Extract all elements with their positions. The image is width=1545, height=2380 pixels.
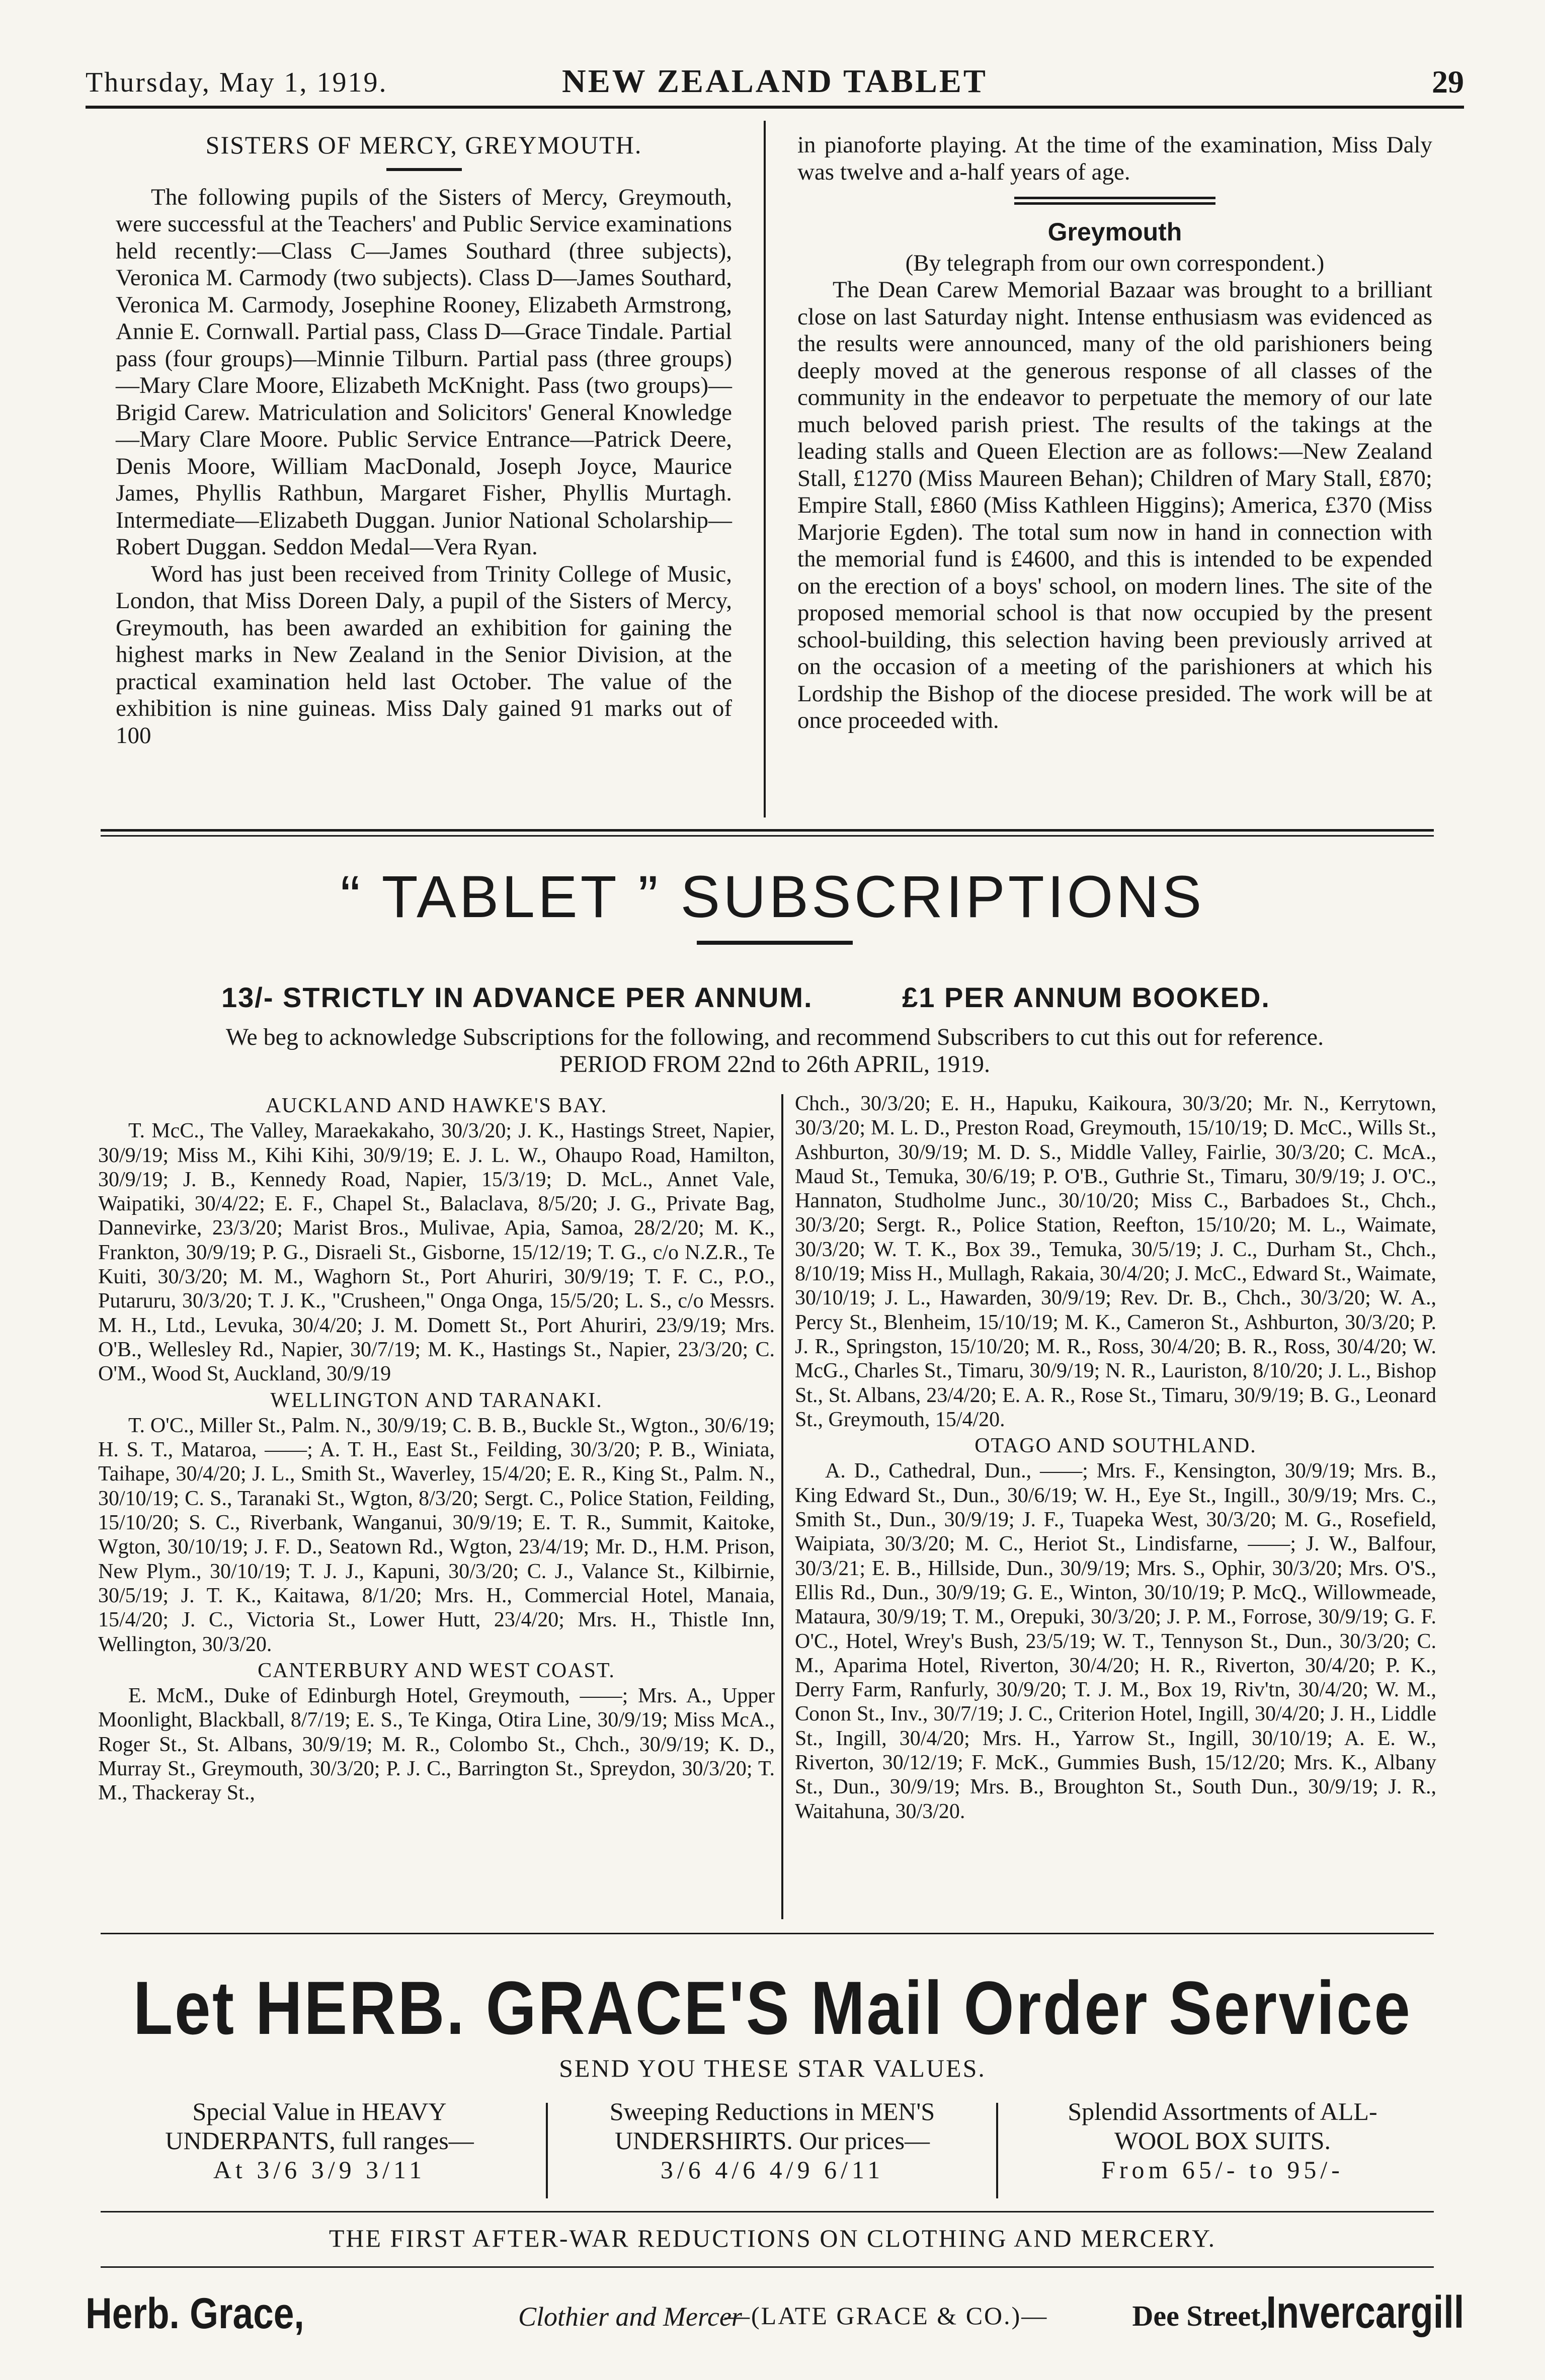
list-canterbury-a: E. McM., Duke of Edinburgh Hotel, Greymouth, ——; Mrs. A., Upper Moonlight, Blackball, 8/7/19; E. S., Te Kinga, Otira Line, 30/9/19; Miss McA., Roger St., St. Albans, 30/9/19; M. R., Colombo St., Chch., 30/9/19; K. D., Murray St., Greymouth, 30/3/20; P. J. C., Barrington St., Spreydon, 30/3/20; T. M., Thackeray St.,: [98, 1684, 775, 1805]
region-auckland: AUCKLAND AND HAWKE'S BAY.: [265, 1094, 608, 1117]
greymouth-heading: Greymouth: [1047, 218, 1182, 246]
box1-line-1: Special Value in HEAVY: [192, 2097, 447, 2125]
advert-subtitle: SEND YOU THESE STAR VALUES.: [559, 2054, 986, 2082]
box1-line-2: UNDERPANTS, full ranges—: [165, 2126, 474, 2155]
footer-late: —(LATE GRACE & CO.)—: [724, 2302, 1048, 2330]
page-number: 29: [1432, 64, 1464, 100]
box3-prices: From 65/- to 95/-: [1101, 2156, 1344, 2184]
footer-name: Herb. Grace,: [86, 2289, 304, 2338]
subscriptions-title: “ TABLET ” SUBSCRIPTIONS: [340, 864, 1205, 930]
newspaper-title: NEW ZEALAND TABLET: [562, 63, 988, 100]
terms-booked: £1 PER ANNUM BOOKED.: [902, 981, 1270, 1013]
advert-rule: [101, 1933, 1434, 1934]
box2-prices: 3/6 4/6 4/9 6/11: [660, 2156, 884, 2184]
intro-text: We beg to acknowledge Subscriptions for the following, and recommend Subscribers to cut this out for reference.: [225, 1024, 1324, 1050]
list-canterbury-b: Chch., 30/3/20; E. H., Hapuku, Kaikoura, 30/3/20; Mr. N., Kerrytown, 30/3/20; M. L. D., Preston Road, Greymouth, 15/10/19; D. McC., Wills St., Ashburton, 30/9/19; M. D. S., Middle Valley, Fairlie, 30/3/20; C. McA., Maud St., Temuka, 30/6/19; P. O'B., Guthrie St., Timaru, 30/9/19; J. O'C., Hannaton, Studholme Junc., 30/10/20; Miss C., Barbadoes St., Chch., 30/3/20; Sergt. R., Police Station, Reefton, 15/10/20; M. L., Waimate, 30/3/20; W. T. K., Box 39., Temuka, 30/5/19; J. C., Durham St., Chch., 8/10/19; Miss H., Mullagh, Rakaia, 30/4/20; J. McC., Edward St., Waimate, 30/10/19; J. L., Hawarden, 30/9/19; Rev. Dr. B., Chch., 30/3/20; W. A., Percy St., Blenheim, 15/10/19; M. K., Cameron St., Ashburton, 30/3/20; P. J. R., Springston, 15/10/20; M. R., Ross, 30/4/20; B. R., Ross, 30/4/20; W. McG., Charles St., Timaru, 30/9/19; N. R., Lauriston, 8/10/20; J. L., Bishop St., St. Albans, 23/4/20; E. A. R., Rose St., Timaru, 30/9/19; B. G., Leonard St., Greymouth, 15/4/20.: [795, 1092, 1436, 1431]
issue-date: Thursday, May 1, 1919.: [86, 67, 388, 98]
masthead: [86, 50, 1464, 109]
advert-divider-1: [546, 2103, 548, 2198]
box1-prices: At 3/6 3/9 3/11: [213, 2156, 426, 2184]
sisters-heading: SISTERS OF MERCY, GREYMOUTH.: [205, 131, 642, 159]
column-divider: [764, 121, 766, 817]
box3-line-2: WOOL BOX SUITS.: [1114, 2126, 1331, 2155]
subscriptions-right: [795, 1092, 1436, 1824]
advert-divider-2: [996, 2103, 998, 2198]
sisters-paragraph-1: The following pupils of the Sisters of Mercy, Greymouth, were successful at the Teachers' and Public Service examinations held recently:—Class C—James Southard (three subjects), Veronica M. Carmody (two subjects). Class D—James Southard, Veronica M. Carmody, Josephine Rooney, Elizabeth Armstrong, Annie E. Cornwall. Partial pass, Class D—Grace Tindale. Partial pass (four groups)—Minnie Tilburn. Partial pass (three groups)—Mary Clare Moore, Elizabeth McKnight. Pass (two groups)—Brigid Carew. Matriculation and Solicitors' General Knowledge—Mary Clare Moore. Public Service Entrance—Patrick Deere, Denis Moore, William MacDonald, Joseph Joyce, Maurice James, Phyllis Rathbun, Margaret Fisher, Phyllis Murtagh. Intermediate—Elizabeth Duggan. Junior National Scholarship—Robert Duggan. Seddon Medal—Vera Ryan.: [116, 184, 732, 560]
list-auckland: T. McC., The Valley, Maraekakaho, 30/3/20; J. K., Hastings Street, Napier, 30/9/19; Miss M., Kihi Kihi, 30/9/19; E. J. L. W., Ohaupo Road, Hamilton, 30/9/19; J. B., Kennedy Road, Napier, 15/3/19; D. McL., Annet Vale, Waipatiki, 30/4/22; E. F., Chapel St., Balaclava, 8/5/20; J. G., Private Bag, Dannevirke, 23/3/20; Marist Bros., Mulivae, Apia, Samoa, 28/2/20; M. K., Frankton, 30/9/19; P. G., Disraeli St., Gisborne, 15/12/19; T. G., c/o N.Z.R., Te Kuiti, 30/3/20; M. M., Waghorn St., Port Ahuriri, 30/9/19; T. F. C., P.O., Putaruru, 30/3/20; T. J. K., "Crusheen," Onga Onga, 15/5/20; L. S., c/o Messrs. M. H., Ltd., Levuka, 30/4/20; J. M. Domett St., Port Ahuriri, 23/9/19; Mrs. O'B., Wellesley Rd., Napier, 30/7/19; M. K., Hastings St., Napier, 23/3/20; C. O'M., Wood St, Auckland, 30/9/19: [98, 1119, 775, 1386]
region-wellington: WELLINGTON AND TARANAKI.: [270, 1388, 603, 1412]
box3-line-1: Splendid Assortments of ALL-: [1068, 2097, 1377, 2125]
advert-rule-3: [101, 2266, 1434, 2268]
list-otago: A. D., Cathedral, Dun., ——; Mrs. F., Kensington, 30/9/19; Mrs. B., King Edward St., Dun., 30/6/19; W. H., Eye St., Ingill., 30/9/19; Mrs. C., Smith St., Dun., 30/9/19; J. F., Tuapeka West, 30/3/20; M. G., Rosefield, Waipiata, 30/3/20; M. C., Heriot St., Lindisfarne, ——; J. W., Balfour, 30/3/21; E. B., Hillside, Dun., 30/9/19; Mrs. S., Ophir, 30/3/20; Mrs. O'S., Ellis Rd., Dun., 30/9/19; G. E., Winton, 30/10/19; P. McQ., Willowmeade, Mataura, 30/9/19; T. M., Orepuki, 30/3/20; J. P. M., Forrose, 30/9/19; G. F. O'C., Hotel, Wrey's Bush, 23/5/19; W. T., Tennyson St., Dun., 30/3/20; C. M., Aparima Hotel, Riverton, 30/4/20; H. R., Riverton, 30/4/20; P. K., Derry Farm, Ranfurly, 30/9/20; T. J. M., Box 19, Riv'tn, 30/4/20; W. M., Conon St., Inv., 30/7/19; J. C., Criterion Hotel, Ingill, 30/4/20; J. H., Liddle St., Ingill, 30/4/20; Mrs. H., Yarrow St., Ingill, 30/10/19; A. E. W., Riverton, 30/12/19; F. McK., Gummies Bush, 15/12/20; Mrs. K., Albany St., Dun., 30/9/19; Mrs. B., Broughton St., South Dun., 30/9/19; J. R., Waitahuna, 30/3/20.: [795, 1459, 1436, 1823]
advert-box-undershirts: [553, 2097, 991, 2202]
section-rule-bottom: [101, 835, 1434, 837]
advert-tagline: THE FIRST AFTER-WAR REDUCTIONS ON CLOTHING AND MERCERY.: [329, 2224, 1216, 2252]
sisters-paragraph-3: in pianoforte playing. At the time of the examination, Miss Daly was twelve and a-half years of age.: [797, 132, 1432, 185]
advert-box-underpants: [101, 2097, 538, 2202]
title-rule: [697, 941, 853, 945]
advert-footer: [86, 2284, 1464, 2339]
double-rule: [1014, 197, 1215, 205]
period-text: PERIOD FROM 22nd to 26th APRIL, 1919.: [559, 1051, 991, 1078]
subscriptions-intro: [101, 1024, 1449, 1078]
footer-trade: Clothier and Mercer: [518, 2302, 742, 2332]
list-wellington: T. O'C., Miller St., Palm. N., 30/9/19; C. B. B., Buckle St., Wgton., 30/6/19; H. S. T., Mataroa, ——; A. T. H., East St., Feilding, 30/3/20; P. B., Winiata, Taihape, 30/4/20; J. L., Smith St., Waverley, 15/4/20; E. R., King St., Palm. N., 30/10/19; C. S., Taranaki St., Wgton, 8/3/20; Sergt. C., Police Station, Feilding, 15/10/20; S. C., Riverbank, Wanganui, 30/9/19; E. T. R., Summit, Kaitoke, Wgton, 30/10/19; J. F. D., Seatown Rd., Wgton, 23/4/19; Mr. D., H.M. Prison, New Plym., 30/10/19; T. J. J., Kapuni, 30/3/20; C. J., Valance St., Kilbirnie, 30/5/19; J. T. K., Kaitawa, 8/1/20; Mrs. H., Commercial Hotel, Manaia, 15/4/20; J. C., Victoria St., Lower Hutt, 23/4/20; Mrs. H., Thistle Inn, Wellington, 30/3/20.: [98, 1414, 775, 1656]
advert-title: Let HERB. GRACE'S Mail Order Service: [133, 1965, 1412, 2050]
subscription-terms: [221, 981, 1328, 1014]
advert-box-suits: [1004, 2097, 1441, 2202]
region-otago: OTAGO AND SOUTHLAND.: [974, 1434, 1257, 1458]
subscriptions-left: [98, 1092, 775, 1805]
greymouth-body: The Dean Carew Memorial Bazaar was brought to a brilliant close on last Saturday night. Intense enthusiasm was evidenced as the results were announced, many of the old parishioners being deeply moved at the generous response of all classes of the community in the endeavor to perpetuate the memory of our late much beloved parish priest. The results of the takings at the leading stalls and Queen Election are as follows:—New Zealand Stall, £1270 (Miss Maureen Behan); Children of Mary Stall, £870; Empire Stall, £860 (Miss Kathleen Higgins); America, £370 (Miss Marjorie Egden). The total sum now in hand in connection with the memorial fund is £4600, and this is intended to be expended on the erection of a boys' school, on modern lines. The site of the proposed memorial school is that now occupied by the present school-building, this selection having been previously arrived at on the occasion of a meeting of the parishioners at which his Lordship the Bishop of the diocese presided. The work will be at once proceeded with.: [797, 277, 1432, 733]
sisters-paragraph-2: Word has just been received from Trinity College of Music, London, that Miss Doreen Daly, a pupil of the Sisters of Mercy, Greymouth, has been awarded an exhibition for gaining the highest marks in New Zealand in the Senior Division, at the practical examination held last October. The value of the exhibition is nine guineas. Miss Daly gained 91 marks out of 100: [116, 560, 732, 749]
greymouth-byline: (By telegraph from our own correspondent.): [905, 250, 1325, 276]
box2-line-2: UNDERSHIRTS. Our prices—: [614, 2126, 930, 2155]
region-canterbury: CANTERBURY AND WEST COAST.: [258, 1659, 615, 1682]
advert-rule-2: [101, 2211, 1434, 2212]
box2-line-1: Sweeping Reductions in MEN'S: [609, 2097, 935, 2125]
sisters-article: [116, 132, 732, 749]
footer-town: Invercargill: [1266, 2287, 1464, 2338]
section-rule-top: [101, 829, 1434, 832]
footer-street: Dee Street,: [1132, 2300, 1268, 2332]
heading-rule: [386, 168, 462, 171]
terms-advance: 13/- STRICTLY IN ADVANCE PER ANNUM.: [221, 981, 813, 1013]
list-divider: [781, 1094, 783, 1919]
right-column: [797, 132, 1432, 734]
